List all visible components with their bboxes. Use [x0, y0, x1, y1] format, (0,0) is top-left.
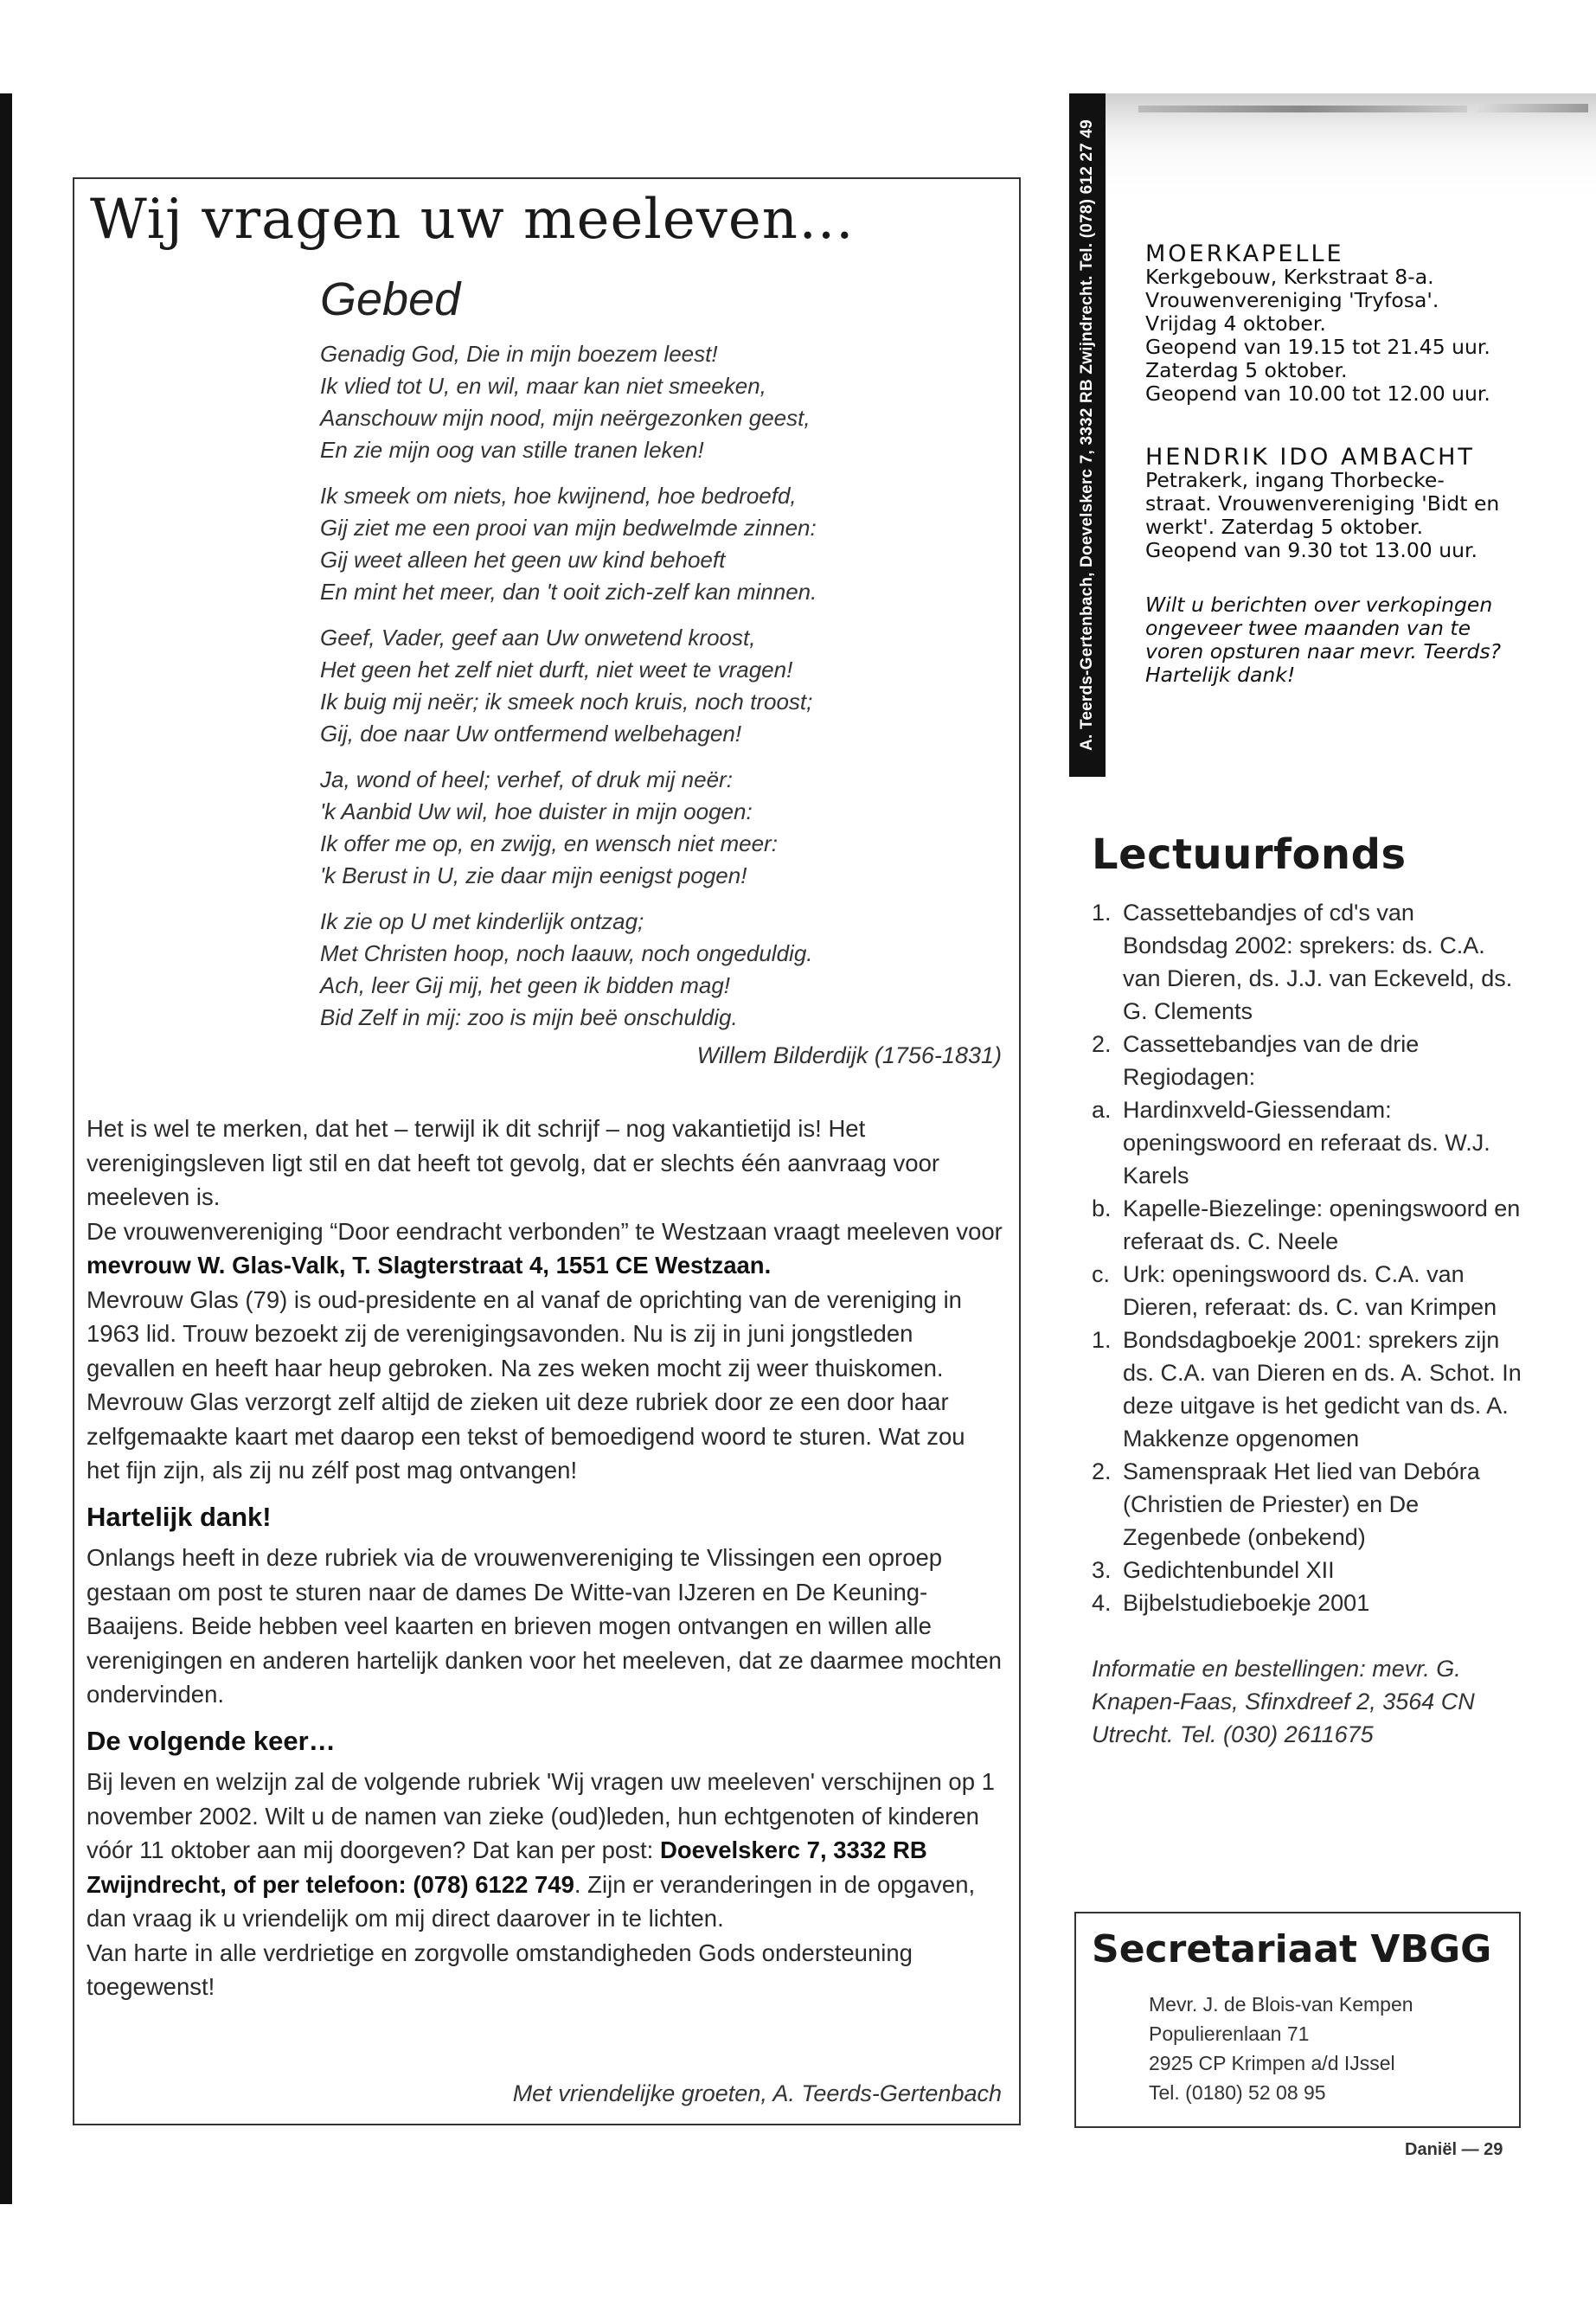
- decorative-stripe: [1138, 106, 1467, 112]
- place-hendrik-ido-ambacht: HENDRIK IDO AMBACHT: [1145, 444, 1475, 471]
- lectuurfonds-list: [1092, 896, 1524, 1619]
- paragraph-text: . Zijn er veranderingen in de opgaven, dan vraag ik u vriendelijk om mij direct daarover in te lichten.: [87, 1870, 976, 1932]
- lectuurfonds-title: Lectuurfonds: [1092, 830, 1407, 879]
- notice: [1145, 593, 1591, 687]
- poem-line: 'k Berust in U, zie daar mijn eenigst pogen!: [320, 862, 747, 888]
- poem-line: Ja, wond of heel; verhef, of druk mij neër:: [320, 766, 733, 792]
- list-marker: b.: [1092, 1195, 1112, 1221]
- list-marker: c.: [1092, 1261, 1111, 1287]
- list-item: [1092, 1586, 1524, 1619]
- paragraph: [87, 1765, 1003, 1936]
- poem-line: En zie mijn oog van stille tranen leken!: [320, 437, 704, 463]
- poem-line: Ik buig mij neër; ik smeek noch kruis, noch troost;: [320, 689, 813, 715]
- list-item: [1092, 1554, 1524, 1586]
- closing-signature: Met vriendelijke groeten, A. Teerds-Gertenbach: [512, 2080, 1002, 2106]
- address-line: Mevr. J. de Blois-van Kempen: [1149, 1993, 1413, 2016]
- contact-strip: [1069, 93, 1106, 777]
- list-marker: 3.: [1092, 1557, 1112, 1583]
- list-marker: 2.: [1092, 1031, 1112, 1057]
- list-item: [1092, 1455, 1524, 1554]
- paragraph: [87, 1215, 1003, 1283]
- paragraph: Onlangs heeft in deze rubriek via de vrouwenvereniging te Vlissingen een oproep gestaan om post te sturen naar de dames De Witte-van IJzeren en De Keuning-Baaijens. Beide hebben veel kaarten en brieven mogen ontvangen en willen alle verenigingen en anderen hartelijk danken voor het meeleven, dat ze daarmee mochten ondervinden.: [87, 1544, 1002, 1708]
- list-marker: 1.: [1092, 1327, 1112, 1353]
- heading-thanks: Hartelijk dank!: [87, 1501, 272, 1532]
- notice-line: Hartelijk dank!: [1145, 663, 1296, 687]
- list-item: [1092, 1258, 1524, 1324]
- poem-line: Aanschouw mijn nood, mijn neërgezonken geest,: [320, 405, 811, 431]
- poem-stanza: [320, 764, 995, 892]
- list-item: [1092, 1093, 1524, 1192]
- list-item: [1092, 1192, 1524, 1258]
- secretariaat-title: Secretariaat VBGG: [1092, 1927, 1492, 1971]
- poem-line: En mint het meer, dan 't ooit zich-zelf kan minnen.: [320, 579, 817, 605]
- announcement-line: straat. Vrouwenvereniging 'Bidt en: [1145, 491, 1500, 516]
- announcement-line: werkt'. Zaterdag 5 oktober.: [1145, 515, 1424, 539]
- poem-line: Bid Zelf in mij: zoo is mijn beë onschuldig.: [320, 1004, 738, 1030]
- article-box: [73, 177, 1021, 2125]
- announcement-line: Zaterdag 5 oktober.: [1145, 358, 1348, 382]
- poem-stanza: [320, 480, 995, 608]
- list-item: [1092, 896, 1524, 1028]
- paragraph: Mevrouw Glas (79) is oud-presidente en al vanaf de oprichting van de vereniging in 1963 lid. Trouw bezoekt zij de verenigingsavonden. Nu is zij in juni jongstleden gevallen en heeft haar heup gebroken. Na zes weken mocht zij weer thuiskomen. Mevrouw Glas verzorgt zelf altijd de zieken uit deze rubriek door ze een door haar zelfgemaakte kaart met daarop een tekst of bemoedigend woord te sturen. Wat zou het fijn zijn, als zij nu zélf post mag ontvangen!: [87, 1285, 965, 1484]
- list-text: Gedichtenbundel XII: [1123, 1557, 1335, 1583]
- announcement-line: Vrouwenvereniging 'Tryfosa'.: [1145, 288, 1439, 312]
- notice-line: ongeveer twee maanden van te: [1145, 616, 1471, 640]
- poem-author: Willem Bilderdijk (1756-1831): [696, 1042, 1002, 1068]
- poem-line: Gij ziet me een prooi van mijn bedwelmde zinnen:: [320, 515, 817, 541]
- poem-line: Genadig God, Die in mijn boezem leest!: [320, 341, 718, 367]
- announcement-line: Geopend van 10.00 tot 12.00 uur.: [1145, 381, 1490, 406]
- article-title: Wij vragen uw meeleven…: [90, 188, 855, 252]
- poem-stanza: [320, 906, 995, 1034]
- poem-line: Ach, leer Gij mij, het geen ik bidden mag!: [320, 972, 731, 998]
- list-text: Cassettebandjes of cd's van Bondsdag 2002: sprekers: ds. C.A. van Dieren, ds. J.J. van Eckeveld, ds. G. Clements: [1123, 900, 1513, 1024]
- poem-stanza: [320, 338, 995, 466]
- poem-line: Ik smeek om niets, hoe kwijnend, hoe bedroefd,: [320, 483, 797, 509]
- poem-line: Het geen het zelf niet durft, niet weet te vragen!: [320, 657, 793, 683]
- order-info: Informatie en bestellingen: mevr. G. Knapen-Faas, Sfinxdreef 2, 3564 CN Utrecht. Tel. (030) 2611675: [1092, 1656, 1475, 1747]
- list-item: [1092, 1324, 1524, 1455]
- secretariaat-address: [1149, 1990, 1413, 2107]
- article-body: [87, 1112, 1003, 2004]
- poem-line: Gij, doe naar Uw ontfermend welbehagen!: [320, 721, 742, 747]
- list-text: Hardinxveld-Giessendam: openingswoord en referaat ds. W.J. Karels: [1123, 1097, 1490, 1189]
- list-marker: 1.: [1092, 900, 1112, 926]
- place-moerkapelle: MOERKAPELLE: [1145, 240, 1344, 267]
- list-text: Samenspraak Het lied van Debóra (Christien de Priester) en De Zegenbede (onbekend): [1123, 1458, 1480, 1550]
- poem-line: Geef, Vader, geef aan Uw onwetend kroost,: [320, 625, 756, 651]
- page-edge-bar: [0, 93, 12, 2204]
- poem-line: Met Christen hoop, noch laauw, noch ongeduldig.: [320, 940, 813, 966]
- list-text: Kapelle-Biezelinge: openingswoord en referaat ds. C. Neele: [1123, 1195, 1521, 1254]
- announcement-line: Geopend van 19.15 tot 21.45 uur.: [1145, 335, 1490, 359]
- address-bold: mevrouw W. Glas-Valk, T. Slagterstraat 4, 1551 CE Westzaan.: [87, 1252, 772, 1279]
- paragraph-text: Bij leven en welzijn zal de volgende rubriek 'Wij vragen uw meeleven' verschijnen op 1 november 2002. Wilt u de namen van zieke (oud)leden, hun echtgenoten of kinderen vóór 11 oktober aan mij doorgeven? Dat kan per post:: [87, 1768, 995, 1863]
- poem-line: Gij weet alleen het geen uw kind behoeft: [320, 547, 726, 573]
- notice-line: Wilt u berichten over verkopingen: [1145, 593, 1493, 617]
- poem: [320, 338, 995, 1048]
- poem-heading: Gebed: [320, 273, 461, 325]
- paragraph: Het is wel te merken, dat het – terwijl ik dit schrijf – nog vakantietijd is! Het verenigingsleven ligt stil en dat heeft tot gevolg, dat er slechts één aanvraag voor meeleven is.: [87, 1115, 940, 1210]
- list-text: Bondsdagboekje 2001: sprekers zijn ds. C.A. van Dieren en ds. A. Schot. In deze uitgave is het gedicht van ds. A. Makkenze opgenomen: [1123, 1327, 1522, 1452]
- paragraph: Van harte in alle verdrietige en zorgvolle omstandigheden Gods ondersteuning toegewenst!: [87, 1939, 913, 2000]
- list-marker: 2.: [1092, 1458, 1112, 1484]
- heading-next: De volgende keer…: [87, 1725, 336, 1756]
- paragraph-text: De vrouwenvereniging “Door eendracht verbonden” te Westzaan vraagt meeleven voor: [87, 1217, 1003, 1245]
- address-line: 2925 CP Krimpen a/d IJssel: [1149, 2052, 1395, 2074]
- page-number: Daniël — 29: [1405, 2140, 1503, 2159]
- poem-line: Ik offer me op, en zwijg, en wensch niet meer:: [320, 830, 778, 856]
- list-text: Urk: openingswoord ds. C.A. van Dieren, referaat: ds. C. van Krimpen: [1123, 1261, 1497, 1320]
- address-line: Populierenlaan 71: [1149, 2022, 1310, 2045]
- poem-line: Ik zie op U met kinderlijk ontzag;: [320, 908, 644, 934]
- block-moerkapelle: [1145, 266, 1591, 406]
- list-marker: 4.: [1092, 1590, 1112, 1616]
- list-text: Bijbelstudieboekje 2001: [1123, 1590, 1370, 1616]
- address-line: Tel. (0180) 52 08 95: [1149, 2081, 1326, 2104]
- list-text: Cassettebandjes van de drie Regiodagen:: [1123, 1031, 1420, 1090]
- announcement-block: [1069, 93, 1596, 777]
- announcement-line: Petrakerk, ingang Thorbecke-: [1145, 468, 1445, 492]
- decorative-stripe: [1476, 104, 1588, 112]
- list-marker: a.: [1092, 1097, 1112, 1123]
- contact-strip-text: A. Teerds-Gertenbach, Doevelskerc 7, 3332 RB Zwijndrecht. Tel. (078) 612 27 49: [1078, 119, 1096, 751]
- poem-stanza: [320, 622, 995, 750]
- list-item: [1092, 1028, 1524, 1093]
- announcement-line: Geopend van 9.30 tot 13.00 uur.: [1145, 538, 1477, 562]
- announcement-content: [1145, 242, 1591, 687]
- contact-bold: Doevelskerc 7, 3332 RB Zwijndrecht, of per telefoon: (078) 6122 749: [87, 1836, 927, 1898]
- announcement-line: Vrijdag 4 oktober.: [1145, 311, 1326, 336]
- lectuurfonds-section: [1092, 830, 1524, 1751]
- announcement-line: Kerkgebouw, Kerkstraat 8-a.: [1145, 265, 1434, 289]
- poem-line: 'k Aanbid Uw wil, hoe duister in mijn oogen:: [320, 798, 753, 824]
- poem-line: Ik vlied tot U, en wil, maar kan niet smeeken,: [320, 373, 766, 399]
- block-hendrik-ido-ambacht: [1145, 469, 1591, 562]
- secretariaat-box: [1074, 1912, 1521, 2128]
- notice-line: voren opsturen naar mevr. Teerds?: [1145, 639, 1502, 663]
